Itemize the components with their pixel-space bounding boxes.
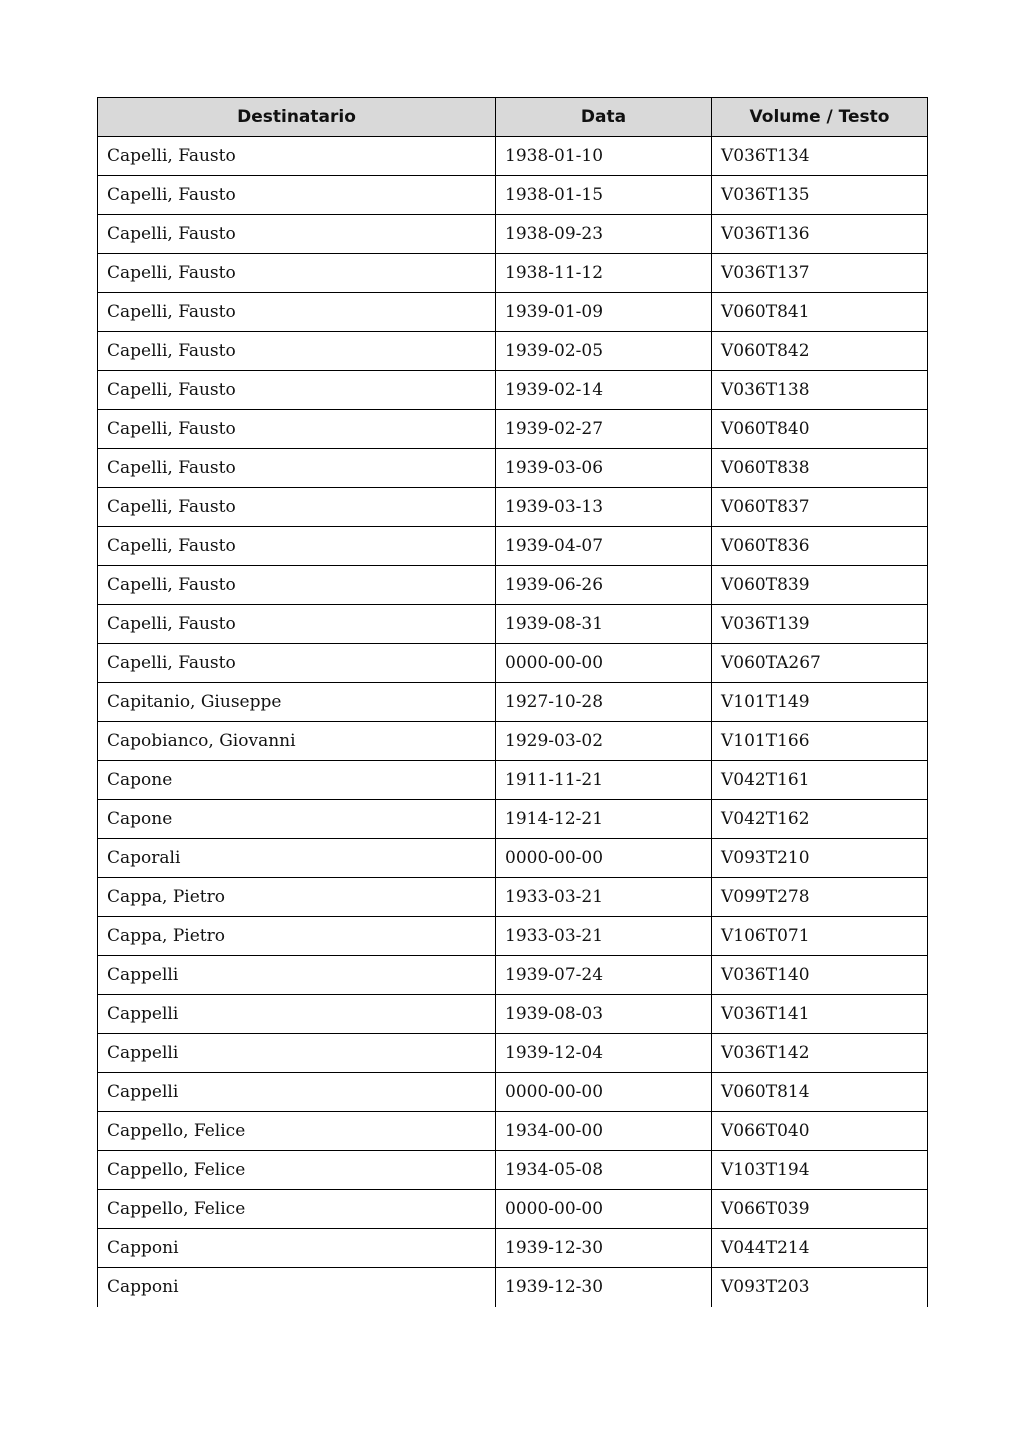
cell-volume-testo: V060T841 — [712, 293, 928, 332]
cell-destinatario: Capelli, Fausto — [98, 137, 496, 176]
cell-data: 0000-00-00 — [496, 839, 712, 878]
cell-destinatario: Capelli, Fausto — [98, 527, 496, 566]
cell-data: 1939-12-30 — [496, 1229, 712, 1268]
cell-data: 1939-12-30 — [496, 1268, 712, 1307]
correspondence-table — [97, 97, 928, 1307]
cell-volume-testo: V060T839 — [712, 566, 928, 605]
cell-destinatario: Caporali — [98, 839, 496, 878]
cell-data: 1934-00-00 — [496, 1112, 712, 1151]
table-row — [98, 1190, 928, 1229]
cell-volume-testo: V060T837 — [712, 488, 928, 527]
cell-destinatario: Capponi — [98, 1229, 496, 1268]
cell-destinatario: Capone — [98, 761, 496, 800]
table-row — [98, 410, 928, 449]
cell-volume-testo: V060T836 — [712, 527, 928, 566]
cell-volume-testo: V060T840 — [712, 410, 928, 449]
cell-volume-testo: V103T194 — [712, 1151, 928, 1190]
cell-volume-testo: V042T162 — [712, 800, 928, 839]
table-row — [98, 1112, 928, 1151]
cell-data: 1939-02-05 — [496, 332, 712, 371]
table-row — [98, 800, 928, 839]
table-row — [98, 527, 928, 566]
cell-data: 1933-03-21 — [496, 917, 712, 956]
cell-volume-testo: V036T139 — [712, 605, 928, 644]
cell-volume-testo: V060TA267 — [712, 644, 928, 683]
table-row — [98, 878, 928, 917]
cell-volume-testo: V036T135 — [712, 176, 928, 215]
table-row — [98, 722, 928, 761]
cell-volume-testo: V036T137 — [712, 254, 928, 293]
cell-data: 1927-10-28 — [496, 683, 712, 722]
table-row — [98, 488, 928, 527]
cell-volume-testo: V036T142 — [712, 1034, 928, 1073]
cell-destinatario: Capelli, Fausto — [98, 566, 496, 605]
table-row — [98, 332, 928, 371]
table-row — [98, 1268, 928, 1307]
table-row — [98, 605, 928, 644]
cell-data: 0000-00-00 — [496, 1073, 712, 1112]
cell-volume-testo: V093T203 — [712, 1268, 928, 1307]
cell-data: 1939-02-14 — [496, 371, 712, 410]
cell-volume-testo: V093T210 — [712, 839, 928, 878]
cell-volume-testo: V036T136 — [712, 215, 928, 254]
cell-data: 1929-03-02 — [496, 722, 712, 761]
table-row — [98, 683, 928, 722]
cell-data: 1914-12-21 — [496, 800, 712, 839]
column-header-volume-testo: Volume / Testo — [712, 98, 928, 137]
cell-volume-testo: V036T141 — [712, 995, 928, 1034]
cell-destinatario: Capobianco, Giovanni — [98, 722, 496, 761]
cell-data: 1938-11-12 — [496, 254, 712, 293]
cell-destinatario: Cappello, Felice — [98, 1190, 496, 1229]
table-row — [98, 137, 928, 176]
cell-destinatario: Cappello, Felice — [98, 1112, 496, 1151]
cell-destinatario: Capelli, Fausto — [98, 254, 496, 293]
column-header-destinatario: Destinatario — [98, 98, 496, 137]
cell-data: 1939-07-24 — [496, 956, 712, 995]
cell-data: 1939-02-27 — [496, 410, 712, 449]
cell-data: 1939-03-13 — [496, 488, 712, 527]
cell-destinatario: Capitanio, Giuseppe — [98, 683, 496, 722]
table-row — [98, 566, 928, 605]
cell-destinatario: Capelli, Fausto — [98, 605, 496, 644]
cell-data: 1938-01-15 — [496, 176, 712, 215]
cell-data: 0000-00-00 — [496, 644, 712, 683]
table-header-row — [98, 98, 928, 137]
table-row — [98, 761, 928, 800]
cell-volume-testo: V099T278 — [712, 878, 928, 917]
cell-data: 1939-08-03 — [496, 995, 712, 1034]
cell-data: 1939-01-09 — [496, 293, 712, 332]
cell-destinatario: Capelli, Fausto — [98, 488, 496, 527]
table-row — [98, 1034, 928, 1073]
cell-volume-testo: V036T138 — [712, 371, 928, 410]
cell-data: 1939-06-26 — [496, 566, 712, 605]
cell-destinatario: Cappelli — [98, 995, 496, 1034]
cell-volume-testo: V066T039 — [712, 1190, 928, 1229]
cell-destinatario: Capelli, Fausto — [98, 371, 496, 410]
cell-destinatario: Cappelli — [98, 1034, 496, 1073]
cell-data: 1911-11-21 — [496, 761, 712, 800]
table-row — [98, 215, 928, 254]
cell-destinatario: Capelli, Fausto — [98, 449, 496, 488]
table-row — [98, 1229, 928, 1268]
table-row — [98, 995, 928, 1034]
cell-destinatario: Capelli, Fausto — [98, 410, 496, 449]
table-row — [98, 254, 928, 293]
cell-volume-testo: V060T842 — [712, 332, 928, 371]
cell-destinatario: Capelli, Fausto — [98, 215, 496, 254]
cell-volume-testo: V042T161 — [712, 761, 928, 800]
cell-volume-testo: V036T140 — [712, 956, 928, 995]
cell-destinatario: Capelli, Fausto — [98, 293, 496, 332]
cell-data: 1939-04-07 — [496, 527, 712, 566]
table-row — [98, 956, 928, 995]
cell-data: 1938-09-23 — [496, 215, 712, 254]
cell-volume-testo: V044T214 — [712, 1229, 928, 1268]
cell-volume-testo: V060T814 — [712, 1073, 928, 1112]
cell-destinatario: Cappa, Pietro — [98, 878, 496, 917]
table-row — [98, 1073, 928, 1112]
table-row — [98, 449, 928, 488]
cell-destinatario: Cappa, Pietro — [98, 917, 496, 956]
cell-data: 1938-01-10 — [496, 137, 712, 176]
cell-destinatario: Cappelli — [98, 956, 496, 995]
cell-volume-testo: V060T838 — [712, 449, 928, 488]
cell-destinatario: Capone — [98, 800, 496, 839]
table-row — [98, 1151, 928, 1190]
cell-destinatario: Capponi — [98, 1268, 496, 1307]
table-body — [98, 137, 928, 1307]
cell-data: 1939-12-04 — [496, 1034, 712, 1073]
cell-data: 1934-05-08 — [496, 1151, 712, 1190]
table-row — [98, 917, 928, 956]
cell-volume-testo: V101T166 — [712, 722, 928, 761]
cell-destinatario: Cappelli — [98, 1073, 496, 1112]
cell-volume-testo: V036T134 — [712, 137, 928, 176]
table-row — [98, 293, 928, 332]
cell-volume-testo: V106T071 — [712, 917, 928, 956]
cell-volume-testo: V066T040 — [712, 1112, 928, 1151]
cell-volume-testo: V101T149 — [712, 683, 928, 722]
cell-destinatario: Capelli, Fausto — [98, 332, 496, 371]
cell-destinatario: Cappello, Felice — [98, 1151, 496, 1190]
column-header-data: Data — [496, 98, 712, 137]
cell-destinatario: Capelli, Fausto — [98, 176, 496, 215]
cell-data: 1939-08-31 — [496, 605, 712, 644]
cell-data: 1939-03-06 — [496, 449, 712, 488]
table-row — [98, 839, 928, 878]
cell-destinatario: Capelli, Fausto — [98, 644, 496, 683]
table-row — [98, 176, 928, 215]
cell-data: 1933-03-21 — [496, 878, 712, 917]
table-row — [98, 371, 928, 410]
table-row — [98, 644, 928, 683]
cell-data: 0000-00-00 — [496, 1190, 712, 1229]
